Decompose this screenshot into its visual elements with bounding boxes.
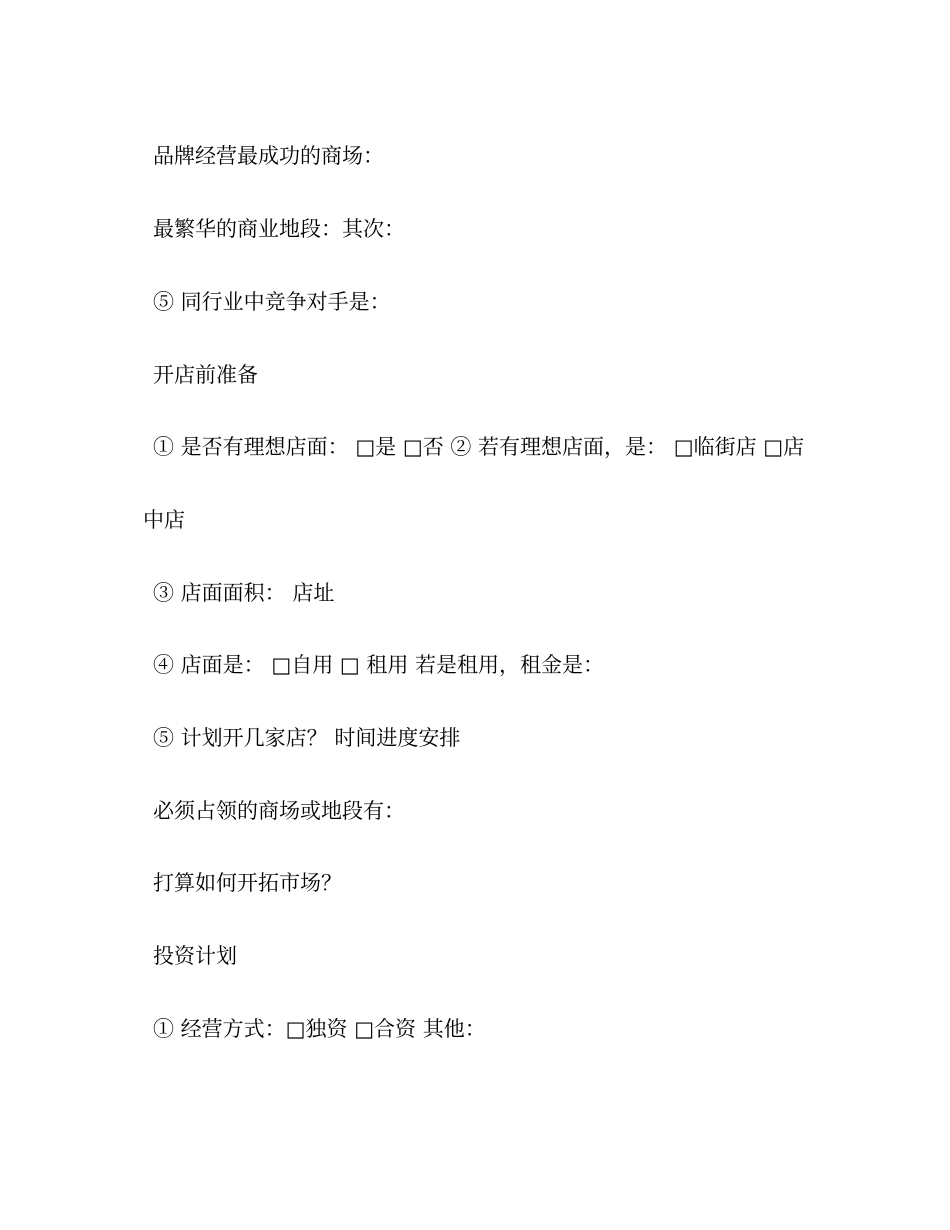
text-line-ideal-storefront: ① 是否有理想店面： □是 □否 ② 若有理想店面，是： □临街店 □店 <box>153 435 805 459</box>
section-heading-investment: 投资计划 <box>153 944 237 968</box>
text-line-store-area: ③ 店面面积： 店址 <box>153 581 335 605</box>
text-line-market-expansion: 打算如何开拓市场？ <box>153 871 342 895</box>
text-line-competitors: ⑤ 同行业中竞争对手是： <box>153 290 391 314</box>
text-line-store-ownership: ④ 店面是： □自用 □ 租用 若是租用，租金是： <box>153 653 605 677</box>
text-line-prosperous-area: 最繁华的商业地段：其次： <box>153 217 405 241</box>
section-heading-preparation: 开店前准备 <box>153 363 258 387</box>
text-line-ideal-storefront-continued: 中店 <box>143 508 185 532</box>
text-line-store-count-plan: ⑤ 计划开几家店？ 时间进度安排 <box>153 726 461 750</box>
text-line-business-mode: ① 经营方式：□独资 □合资 其他： <box>153 1017 486 1041</box>
text-line-must-occupy: 必须占领的商场或地段有： <box>153 799 405 823</box>
text-line-best-mall: 品牌经营最成功的商场： <box>153 144 384 168</box>
